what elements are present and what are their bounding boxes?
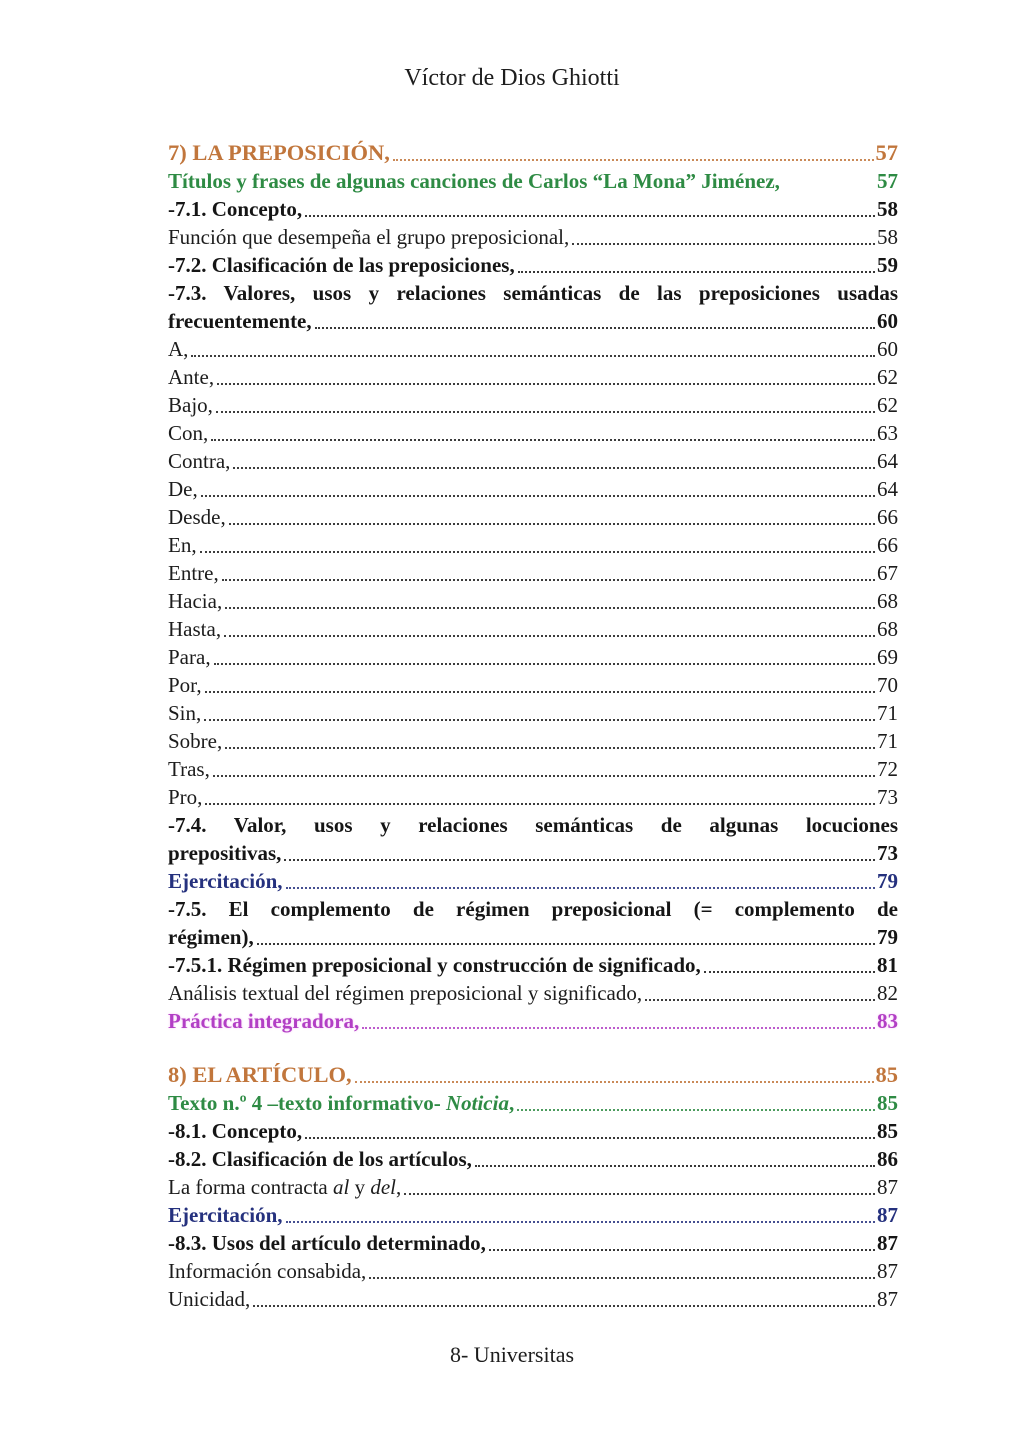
- toc-leader-dots: [191, 355, 875, 357]
- toc-entry-label: Bajo,: [168, 393, 213, 417]
- toc-entry: [168, 1285, 898, 1313]
- toc-entry-wrapline: -7.3. Valores, usos y relaciones semánticas de las preposiciones usadas: [168, 281, 898, 305]
- toc-entry-label: -7.1. Concepto,: [168, 197, 303, 221]
- toc-entry-label: Para,: [168, 645, 211, 669]
- toc-entry-page: 62: [877, 393, 898, 417]
- toc-leader-dots: [572, 243, 875, 245]
- toc-entry-label: prepositivas,: [168, 841, 282, 865]
- toc-entry-page: 82: [877, 981, 898, 1005]
- toc-entry-label: Función que desempeña el grupo preposicional,: [168, 225, 570, 249]
- toc-leader-dots: [205, 803, 875, 805]
- toc-entry-label: Ante,: [168, 365, 215, 389]
- toc-entry-page: 71: [877, 701, 898, 725]
- toc-entry: [168, 615, 898, 643]
- toc-leader-dots: [216, 411, 875, 413]
- toc-entry: [168, 195, 898, 223]
- toc-entry-page: 70: [877, 673, 898, 697]
- toc-entry-label: Sin,: [168, 701, 202, 725]
- toc-leader-dots: [224, 635, 875, 637]
- toc-leader-dots: [704, 971, 875, 973]
- toc-entry-page: 59: [877, 253, 898, 277]
- toc-leader-dots: [253, 1305, 875, 1307]
- toc-leader-dots: [286, 1221, 876, 1223]
- toc-entry-label: Ejercitación,: [168, 869, 283, 893]
- toc-leader-dots: [211, 439, 875, 441]
- toc-leader-dots: [229, 523, 875, 525]
- toc-entry: [168, 755, 898, 783]
- toc-leader-dots: [404, 1193, 875, 1195]
- toc-entry: [168, 671, 898, 699]
- toc-leader-dots: [489, 1249, 875, 1251]
- toc-entry-page: 86: [877, 1147, 898, 1171]
- page-footer: 8- Universitas: [449, 1342, 575, 1367]
- toc-entry-page: 85: [877, 1091, 898, 1115]
- toc-entry: [168, 699, 898, 727]
- toc-entry-page: 73: [877, 841, 898, 865]
- toc-entry-page: 68: [877, 617, 898, 641]
- toc-entry: [168, 1007, 898, 1035]
- toc-section: [168, 139, 898, 1035]
- toc-entry: [168, 223, 898, 251]
- toc-entry-label: [168, 1173, 401, 1201]
- toc-leader-dots: [201, 495, 875, 497]
- toc-entry-page: 68: [877, 589, 898, 613]
- toc-entry-label: -7.2. Clasificación de las preposiciones,: [168, 253, 515, 277]
- toc-entry-page: 73: [877, 785, 898, 809]
- toc-entry: [168, 559, 898, 587]
- toc-leader-dots: [518, 271, 875, 273]
- toc-entry: [168, 531, 898, 559]
- toc-entry: [168, 1229, 898, 1257]
- toc-leader-dots: [205, 691, 875, 693]
- toc-entry-label: 7) LA PREPOSICIÓN,: [168, 140, 390, 165]
- toc-leader-dots: [517, 1109, 875, 1111]
- toc-entry-label: Entre,: [168, 561, 219, 585]
- toc-entry-label: [168, 1089, 514, 1117]
- toc-leader-dots: [284, 859, 875, 861]
- toc-section: [168, 1061, 898, 1313]
- toc-entry: [168, 363, 898, 391]
- toc-label-part: ,: [396, 1175, 402, 1199]
- toc-entry-label: Contra,: [168, 449, 231, 473]
- toc-leader-dots: [393, 159, 874, 161]
- toc-entry-label: Con,: [168, 421, 209, 445]
- toc-entry-page: 57: [875, 140, 898, 165]
- toc-entry-label: -8.2. Clasificación de los artículos,: [168, 1147, 472, 1171]
- toc-entry-page: 69: [877, 645, 898, 669]
- toc-entry: [168, 391, 898, 419]
- toc-entry-label: Información consabida,: [168, 1259, 367, 1283]
- toc-entry-label: De,: [168, 477, 198, 501]
- toc-entry-page: 83: [877, 1009, 898, 1033]
- toc-entry-label: Ejercitación,: [168, 1203, 283, 1227]
- toc-entry-label: Hasta,: [168, 617, 222, 641]
- toc-entry-page: 87: [877, 1259, 898, 1283]
- toc-leader-dots: [225, 607, 875, 609]
- toc-leader-dots: [222, 579, 875, 581]
- toc-leader-dots: [225, 747, 875, 749]
- toc-leader-dots: [362, 1027, 875, 1029]
- toc-entry-page: 62: [877, 365, 898, 389]
- toc-entry: [168, 307, 898, 335]
- toc-entry-page: 58: [877, 197, 898, 221]
- toc-entry: [168, 335, 898, 363]
- toc-entry-label: En,: [168, 533, 197, 557]
- toc-entry-page: 81: [877, 953, 898, 977]
- toc-entry-page: 67: [877, 561, 898, 585]
- toc-leader-dots: [305, 215, 875, 217]
- toc-leader-dots: [213, 775, 875, 777]
- toc-entry-label: -8.1. Concepto,: [168, 1119, 303, 1143]
- toc-entry-page: 60: [877, 337, 898, 361]
- toc-leader-dots: [475, 1165, 875, 1167]
- toc-entry: [168, 447, 898, 475]
- toc-label-italic-part: Noticia: [445, 1091, 509, 1115]
- toc-entry-label: Pro,: [168, 785, 203, 809]
- toc-entry-page: 71: [877, 729, 898, 753]
- toc-entry: [168, 1089, 898, 1117]
- toc-entry-label: Desde,: [168, 505, 226, 529]
- toc-entry: [168, 1145, 898, 1173]
- toc-entry: [168, 167, 898, 195]
- toc-entry-label: A,: [168, 337, 189, 361]
- toc-entry-page: 87: [877, 1175, 898, 1199]
- toc-leader-dots: [257, 943, 875, 945]
- toc-entry-label: Por,: [168, 673, 202, 697]
- toc-entry-wrapline: -7.4. Valor, usos y relaciones semánticas de algunas locuciones: [168, 813, 898, 837]
- toc-entry-label: frecuentemente,: [168, 309, 312, 333]
- toc-entry: [168, 979, 898, 1007]
- toc-leader-dots: [217, 383, 875, 385]
- toc-entry: [168, 503, 898, 531]
- toc-entry-page: 87: [877, 1287, 898, 1311]
- toc-leader-dots: [233, 467, 875, 469]
- toc-leader-dots: [315, 327, 875, 329]
- page-header-author: Víctor de Dios Ghiotti: [404, 65, 620, 91]
- toc-entry: [168, 1117, 898, 1145]
- toc-entry: [168, 251, 898, 279]
- toc-entry: [168, 1061, 898, 1089]
- toc-entry: [168, 1173, 898, 1201]
- toc-entry-label: Práctica integradora,: [168, 1009, 360, 1033]
- toc-label-part: ,: [508, 1091, 515, 1115]
- toc-entry-label: Hacia,: [168, 589, 223, 613]
- toc-label-part: y: [349, 1175, 371, 1199]
- toc-entry: [168, 923, 898, 951]
- toc-entry: [168, 1257, 898, 1285]
- toc-entry-wrapline: -7.5. El complemento de régimen preposicional (= complemento de: [168, 897, 898, 921]
- toc-entry: [168, 727, 898, 755]
- toc-entry-page: 85: [875, 1062, 898, 1087]
- toc-entry-page: 79: [877, 869, 898, 893]
- toc-entry: [168, 839, 898, 867]
- toc-entry-page: 64: [877, 477, 898, 501]
- toc-entry: [168, 1201, 898, 1229]
- toc-entry-label: Análisis textual del régimen preposicional y significado,: [168, 981, 643, 1005]
- toc-entry-page: 66: [877, 505, 898, 529]
- toc-label-italic-part: al: [333, 1175, 350, 1199]
- toc-entry-label: Tras,: [168, 757, 210, 781]
- toc-leader-dots: [369, 1277, 875, 1279]
- toc-entry: [168, 867, 898, 895]
- toc-leader-dots: [305, 1137, 875, 1139]
- toc-entry: [168, 783, 898, 811]
- toc-entry-page: 63: [877, 421, 898, 445]
- toc-label-part: Texto n.º 4 –texto informativo-: [168, 1091, 446, 1115]
- toc-entry-label: Unicidad,: [168, 1287, 251, 1311]
- toc-entry-page: 64: [877, 449, 898, 473]
- toc-leader-dots: [200, 551, 875, 553]
- toc-entry-label: Títulos y frases de algunas canciones de Carlos “La Mona” Jiménez,: [168, 169, 780, 193]
- toc-entry: [168, 475, 898, 503]
- toc-entry: [168, 643, 898, 671]
- toc-entry-page: 58: [877, 225, 898, 249]
- toc-leader-dots: [286, 887, 876, 889]
- toc-label-part: La forma contracta: [168, 1175, 333, 1199]
- toc-entry: [168, 951, 898, 979]
- toc-entry: [168, 587, 898, 615]
- toc-entry: [168, 419, 898, 447]
- toc-entry-page: 72: [877, 757, 898, 781]
- toc-entry-page: 66: [877, 533, 898, 557]
- toc-leader-dots: [355, 1081, 874, 1083]
- toc-entry-label: Sobre,: [168, 729, 223, 753]
- toc-entry-page: 87: [877, 1203, 898, 1227]
- toc-entry-label: -8.3. Usos del artículo determinado,: [168, 1231, 486, 1255]
- toc-leader-dots: [214, 663, 875, 665]
- toc: [168, 139, 898, 1313]
- toc-entry-page: 57: [877, 169, 898, 193]
- toc-entry-label: -7.5.1. Régimen preposicional y construcción de significado,: [168, 953, 701, 977]
- toc-entry-page: 85: [877, 1119, 898, 1143]
- toc-entry: [168, 139, 898, 167]
- toc-label-italic-part: del: [370, 1175, 396, 1199]
- toc-entry-page: 60: [877, 309, 898, 333]
- toc-entry-label: 8) EL ARTÍCULO,: [168, 1062, 352, 1087]
- toc-entry-page: 79: [877, 925, 898, 949]
- toc-entry-label: régimen),: [168, 925, 254, 949]
- toc-entry-page: 87: [877, 1231, 898, 1255]
- toc-leader-dots: [645, 999, 875, 1001]
- toc-leader-dots: [204, 719, 875, 721]
